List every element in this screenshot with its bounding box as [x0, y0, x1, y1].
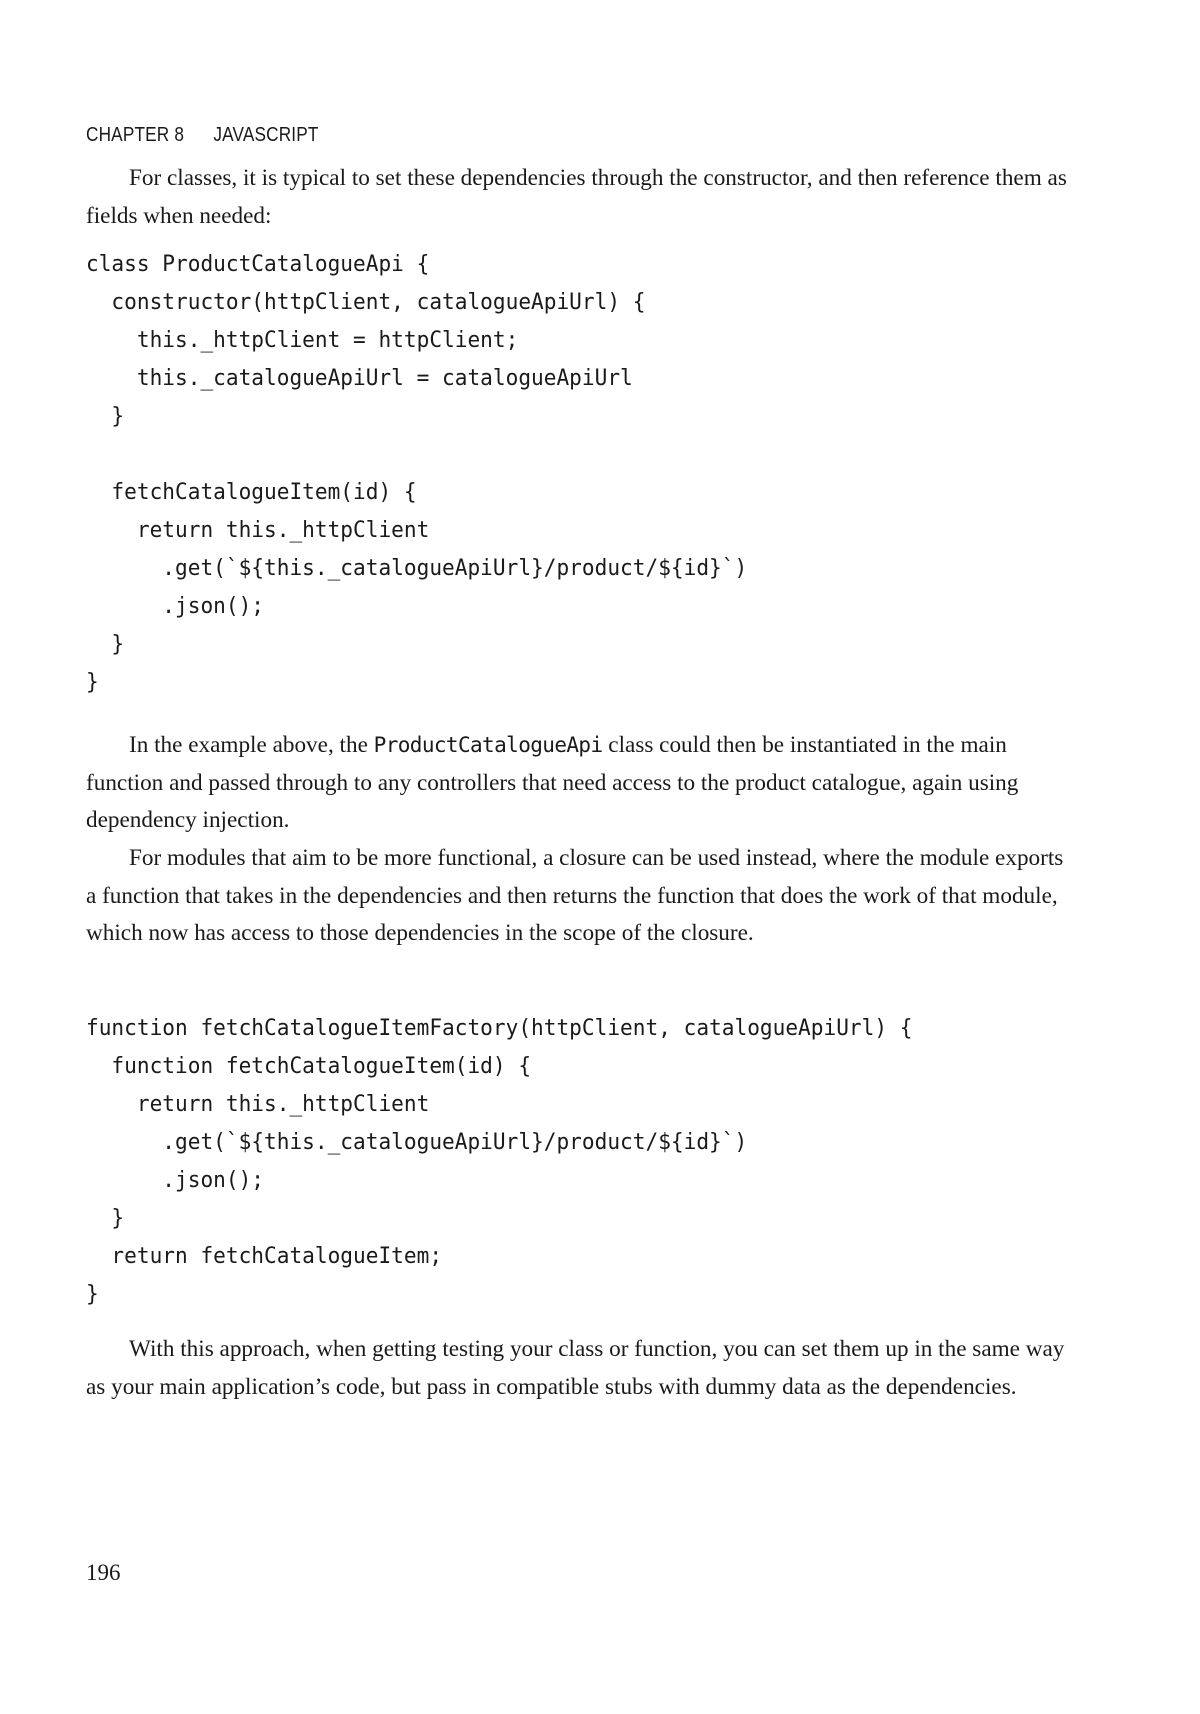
- paragraph-text: In the example above, the: [129, 732, 374, 758]
- paragraph-closure-explanation: [86, 840, 1076, 953]
- paragraph-text: For classes, it is typical to set these dependencies through the constructor, and then reference them as fields when needed:: [86, 165, 1067, 229]
- section-label: JAVASCRIPT: [213, 124, 319, 146]
- page-number: 196: [86, 1560, 121, 1585]
- inline-code-class-name: ProductCatalogueApi: [373, 733, 603, 757]
- code-block-class-example: class ProductCatalogueApi { constructor(httpClient, catalogueApiUrl) { this._httpClient = httpClient; this._catalogueApiUrl = catalogueApiUrl } fetchCatalogueItem(id) { return this._httpClient .get(`${this._catalogueApiUrl}/product/${id}`) .json(); } }: [86, 252, 748, 695]
- paragraph-example-explanation: [86, 727, 1076, 840]
- book-page: [86, 0, 1086, 1714]
- paragraph-text: For modules that aim to be more functional, a closure can be used instead, where the module exports a function that takes in the dependencies and then returns the function that does the work of that module, which now has access to those dependencies in the scope of the closure.: [86, 845, 1064, 947]
- paragraph-text: With this approach, when getting testing your class or function, you can set them up in the same way as your main application’s code, but pass in compatible stubs with dummy data as the dependencies.: [86, 1336, 1065, 1400]
- paragraph-text: class could then be instantiated in the main function and passed through to any controllers that need access to the product catalogue, again using dependency injection.: [86, 732, 1019, 834]
- paragraph-testing-approach: [86, 1331, 1076, 1406]
- chapter-label: CHAPTER 8: [86, 124, 185, 146]
- paragraph-classes-intro: [86, 160, 1076, 235]
- running-header: [86, 124, 319, 147]
- code-block-factory-example: function fetchCatalogueItemFactory(httpClient, catalogueApiUrl) { function fetchCatalogueItem(id) { return this._httpClient .get(`${this._catalogueApiUrl}/product/${id}`) .json(); } return fetchCatalogueItem; }: [86, 1016, 913, 1307]
